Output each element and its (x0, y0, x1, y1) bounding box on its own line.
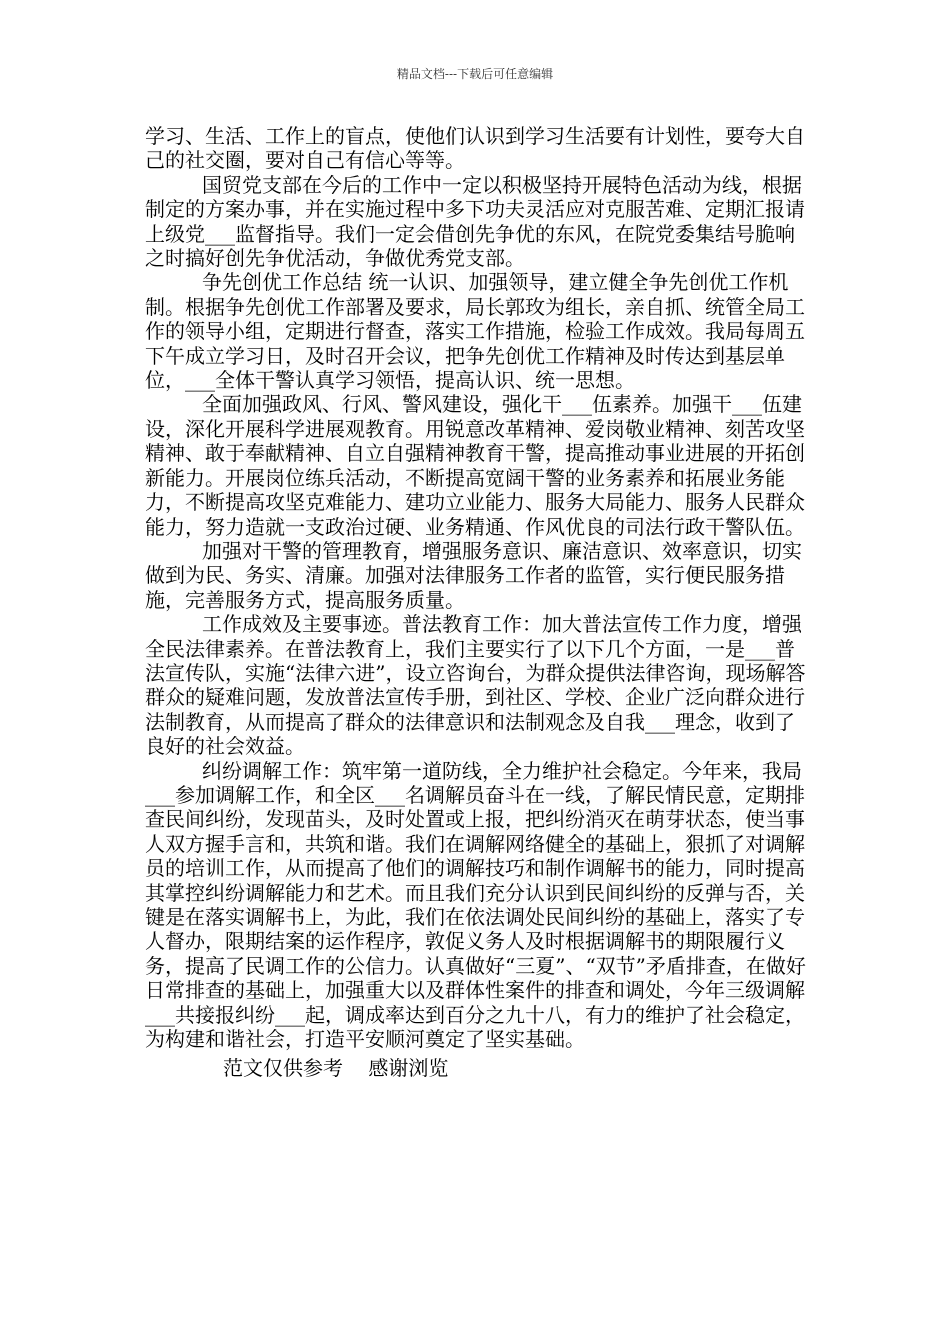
paragraph-2: 国贸党支部在今后的工作中一定以积极坚持开展特色活动为线，根据制定的方案办事，并在实施过程中多下功夫灵活应对克服苦难、定期汇报请上级党___监督指导。我们一定会借创先争优的东风，在院党委集结号脆响之时搞好创先争优活动，争做优秀党支部。 (145, 172, 805, 271)
paragraph-7: 纠纷调解工作：筑牢第一道防线，全力维护社会稳定。今年来，我局___参加调解工作，和全区___名调解员奋斗在一线，了解民情民意，定期排查民间纠纷，发现苗头，及时处置或上报，把纠纷消灭在萌芽状态，使当事人双方握手言和，共筑和谐。我们在调解网络健全的基础上，狠抓了对调解员的培训工作，从而提高了他们的调解技巧和制作调解书的能力，同时提高其掌控纠纷调解能力和艺术。而且我们充分认识到民间纠纷的反弹与否，关键是在落实调解书上，为此，我们在依法调处民间纠纷的基础上，落实了专人督办，限期结案的运作程序，敦促义务人及时根据调解书的期限履行义务，提高了民调工作的公信力。认真做好“三夏”、“双节”矛盾排查，在做好日常排查的基础上，加强重大以及群体性案件的排查和调处，今年三级调解___共接报纠纷___起，调成率达到百分之九十八，有力的维护了社会稳定，为构建和谐社会，打造平安顺河奠定了坚实基础。 (145, 758, 806, 1052)
closing-note: 范文仅供参考 感谢浏览 (223, 1056, 449, 1081)
page-header: 精品文档---下载后可任意编辑 (396, 67, 554, 81)
paragraph-3: 争先创优工作总结 统一认识、加强领导，建立健全争先创优工作机制。根据争先创优工作部署及要求，局长郭玫为组长，亲自抓、统管全局工作的领导小组，定期进行督查，落实工作措施，检验工作成效。我局每周五下午成立学习日，及时召开会议，把争先创优工作精神及时传达到基层单位，___全体干警认真学习领悟，提高认识、统一思想。 (145, 270, 805, 393)
paragraph-6: 工作成效及主要事迹。普法教育工作：加大普法宣传工作力度，增强全民法律素养。在普法教育上，我们主要实行了以下几个方面，一是___普法宣传队，实施“法律六进”，设立咨询台，为群众提供法律咨询，现场解答群众的疑难问题，发放普法宣传手册，到社区、学校、企业广泛向群众进行法制教育，从而提高了群众的法律意识和法制观念及自我___理念，收到了良好的社会效益。 (145, 612, 806, 759)
paragraph-4: 全面加强政风、行风、警风建设，强化干___伍素养。加强干___伍建设，深化开展科学进展观教育。用锐意改革精神、爱岗敬业精神、刻苦攻坚精神、敢于奉献精神、自立自强精神教育干警，提高推动事业进展的开拓创新能力。开展岗位练兵活动，不断提高宽阔干警的业务素养和拓展业务能力，不断提高攻坚克难能力、建功立业能力、服务大局能力、服务人民群众能力，努力造就一支政治过硬、业务精通、作风优良的司法行政干警队伍。 (145, 392, 805, 539)
document-body (145, 124, 807, 1081)
paragraph-1: 学习、生活、工作上的盲点，使他们认识到学习生活要有计划性，要夸大自己的社交圈，要对自己有信心等等。 (145, 124, 805, 173)
paragraph-5: 加强对干警的管理教育，增强服务意识、廉洁意识、效率意识，切实做到为民、务实、清廉。加强对法律服务工作者的监管，实行便民服务措施，完善服务方式，提高服务质量。 (145, 538, 802, 612)
